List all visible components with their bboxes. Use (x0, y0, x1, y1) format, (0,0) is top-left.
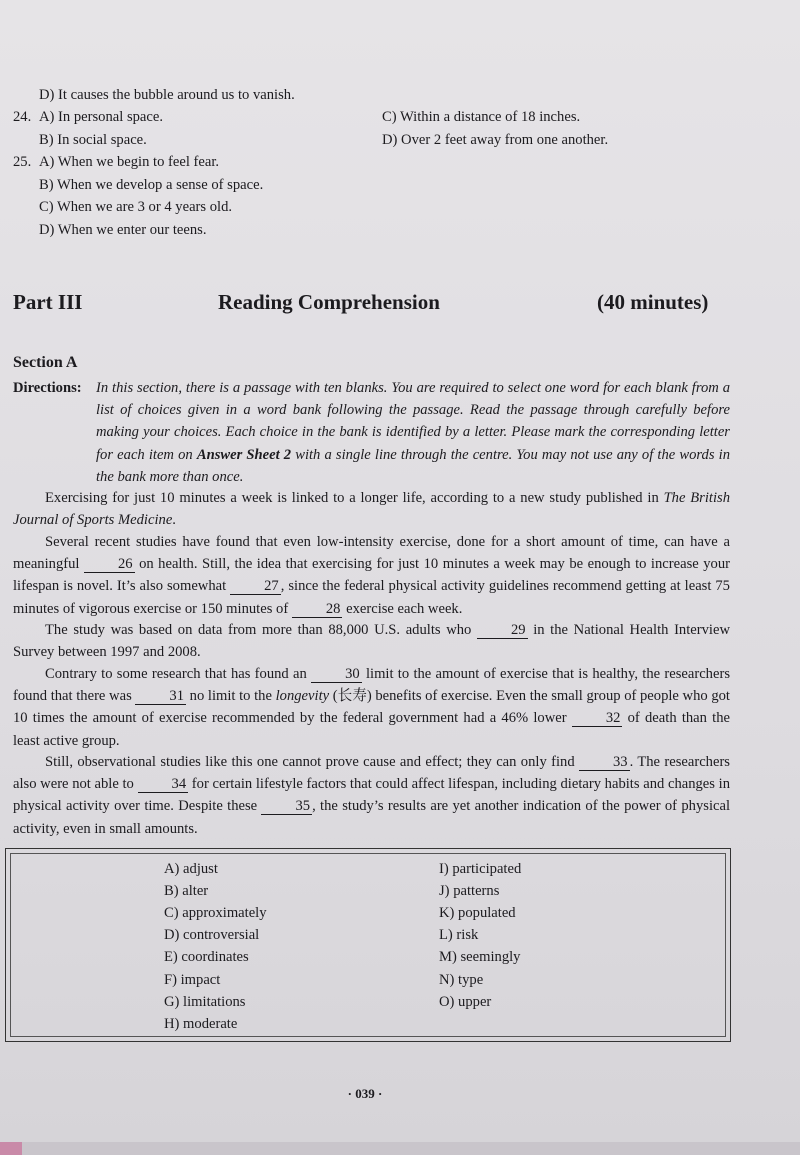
word-bank-choice: E) coordinates (164, 949, 249, 965)
blank-33: 33 (579, 754, 630, 771)
passage-paragraph-2: Several recent studies have found that even low-intensity exercise, done for a short amount of time, can have a meaningful 26 on health. Still, the idea that exercising for just 10 minutes a week may be enough to increase your lifespan is novel. It’s also somewhat 27 , since the federal physical activity guidelines recommend getting at least 75 minutes of vigorous exercise or 150 minutes of 28 exercise each week. (13, 534, 730, 617)
q25-option-a: A) When we begin to feel fear. (39, 154, 220, 170)
word-bank-choice: K) populated (439, 905, 516, 921)
journal-name: The British Journal of Sports Medicine (13, 490, 730, 529)
passage-paragraph-1: Exercising for just 10 minutes a week is linked to a longer life, according to a new study published in The British Journal of Sports Medicine. (13, 490, 730, 529)
word-bank-choice: C) approximately (164, 905, 267, 921)
bottom-strip (0, 1142, 800, 1155)
word-bank-choice: M) seemingly (439, 949, 521, 965)
word-bank-choice: O) upper (439, 994, 492, 1010)
word-bank-choice: B) alter (164, 883, 209, 899)
passage-paragraph-3: The study was based on data from more than 88,000 U.S. adults who 29 in the National Health Interview Survey between 1997 and 2008. (13, 622, 730, 661)
q24-option-b: B) In social space. (39, 132, 147, 148)
word-bank-choice: D) controversial (164, 927, 260, 943)
word-bank-choice: I) participated (439, 861, 522, 877)
blank-32: 32 (572, 710, 623, 727)
directions-label: Directions: (13, 380, 82, 396)
q25-option-c: C) When we are 3 or 4 years old. (39, 199, 233, 215)
word-bank-choice: J) patterns (439, 883, 500, 899)
blank-34: 34 (138, 776, 189, 793)
part-title: Reading Comprehension (218, 290, 440, 314)
q24-number: 24. (13, 109, 32, 125)
word-bank-choice: F) impact (164, 972, 221, 988)
q25-option-b: B) When we develop a sense of space. (39, 177, 264, 193)
blank-29: 29 (477, 622, 528, 639)
word-bank-inner-border (10, 853, 726, 1037)
blank-35: 35 (261, 798, 312, 815)
blank-30: 30 (311, 666, 362, 683)
blank-26: 26 (84, 556, 135, 573)
q25-number: 25. (13, 154, 32, 170)
word-bank-choice: L) risk (439, 927, 479, 943)
passage-paragraph-5: Still, observational studies like this one cannot prove cause and effect; they can only find 33 . The researchers also were not able to 34 for certain lifestyle factors that could affect lifespan, including dietary habits and changes in physical activity over time. Despite these 35 , the study’s results are yet another indication of the power of physical activity, even in small amounts. (13, 754, 731, 837)
passage-paragraph-4: Contrary to some research that has found an 30 limit to the amount of exercise that is healthy, the researchers found that there was 31 no limit to the longevity (长寿) benefits of exercise. Even the small group of people who got 10 times the amount of exercise recommended by the federal government had a 46% lower 32 of death than the least active group. (13, 666, 730, 749)
directions-text: In this section, there is a passage with ten blanks. You are required to select one word for each blank from a list of choices given in a word bank following the passage. Read the passage through carefully before making your choices. Each choice in the bank is identified by a letter. Please mark the corresponding letter for each item on Answer Sheet 2 with a single line through the centre. You may not use any of the words in the bank more than once. (96, 380, 730, 485)
word-bank-choice: A) adjust (164, 861, 218, 877)
q24-option-d: D) Over 2 feet away from one another. (382, 132, 609, 148)
q23-option-d: D) It causes the bubble around us to vanish. (39, 87, 295, 103)
page-number: · 039 · (347, 1086, 383, 1101)
answer-sheet-label: Answer Sheet 2 (196, 446, 292, 463)
q25-option-d: D) When we enter our teens. (39, 222, 207, 238)
blank-28: 28 (292, 601, 343, 618)
longevity-word: longevity (275, 688, 330, 705)
part-label: Part III (13, 290, 83, 314)
q24-option-a: A) In personal space. (39, 109, 163, 125)
word-bank-choice: N) type (439, 972, 484, 988)
part-time: (40 minutes) (597, 290, 709, 314)
section-title: Section A (13, 354, 78, 371)
word-bank-choice: H) moderate (164, 1016, 238, 1032)
word-bank-choice: G) limitations (164, 994, 246, 1010)
pink-corner (0, 1142, 22, 1155)
blank-27: 27 (230, 578, 281, 595)
blank-31: 31 (135, 688, 186, 705)
word-bank-box (5, 848, 731, 1042)
q24-option-c: C) Within a distance of 18 inches. (382, 109, 581, 125)
